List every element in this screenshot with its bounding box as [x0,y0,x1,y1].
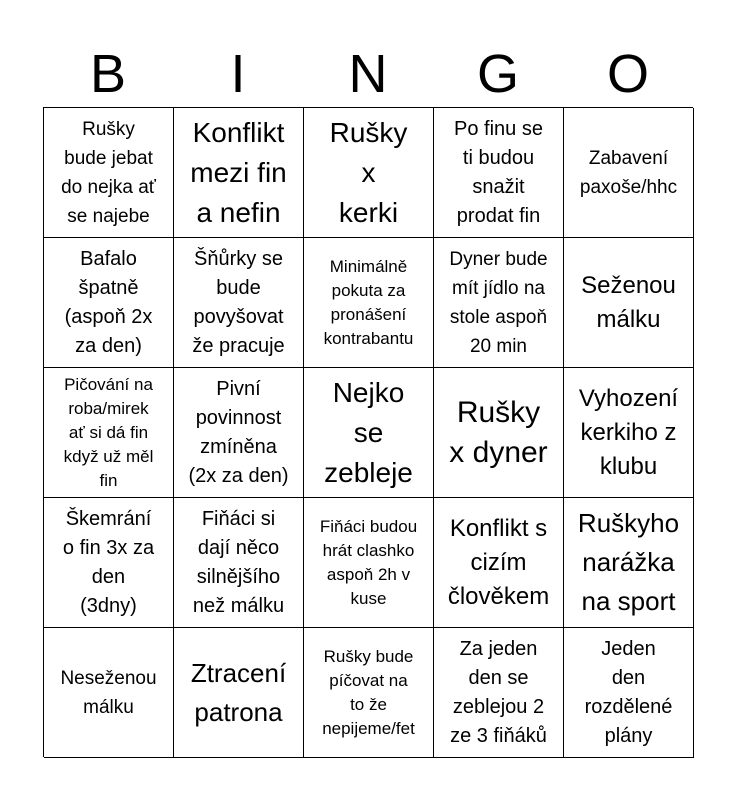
bingo-card-grid [43,107,693,757]
bingo-cell-text: Ztracení patrona [190,657,287,727]
bingo-cell[interactable] [174,108,304,238]
bingo-cell[interactable] [174,498,304,628]
bingo-cell-text: Pičování na roba/mirek ať si dá fin když už měl fin [63,374,154,490]
bingo-cell-text: Konflikt mezi fin a nefin [190,116,287,228]
bingo-cell[interactable] [174,628,304,758]
bingo-cell-text: Fiňáci si dají něco silnějšího než málku [192,507,285,617]
bingo-cell[interactable] [174,368,304,498]
bingo-cell-text: Šňůrky se bude povyšovat že pracuje [192,247,285,357]
bingo-cell-text: Rušky bude jebat do nejka ať se najebe [61,118,156,227]
bingo-cell[interactable] [564,498,694,628]
bingo-cell-text: Ruškyho narážka na sport [577,508,680,616]
bingo-cell-text: Pivní povinnost zmíněna (2x za den) [188,377,289,487]
bingo-cell-text: Škemrání o fin 3x za den (3dny) [62,507,155,617]
bingo-cell-text: Fiňáci budou hrát clashko aspoň 2h v kuse [319,516,418,608]
bingo-cell[interactable] [304,498,434,628]
bingo-cell[interactable] [304,368,434,498]
bingo-cell[interactable] [44,368,174,498]
bingo-cell-text: Za jeden den se zeblejou 2 ze 3 fiňáků [450,637,547,747]
bingo-cell[interactable] [304,628,434,758]
bingo-cell[interactable] [434,628,564,758]
bingo-cell[interactable] [564,368,694,498]
bingo-cell[interactable] [44,108,174,238]
bingo-cell-text: Rušky bude píčovat na to že nepijeme/fet [322,646,415,738]
bingo-cell[interactable] [44,238,174,368]
bingo-cell-text: Minimálně pokuta za pronášení kontrabantu [323,256,414,348]
bingo-cell-text: Zabavení paxoše/hhc [579,147,678,198]
bingo-cell-text: Nejko se zebleje [324,376,413,488]
bingo-cell-text: Po finu se ti budou snažit prodat fin [454,117,543,227]
bingo-cell-text: Dyner bude mít jídlo na stole aspoň 20 min [449,248,548,357]
bingo-cell[interactable] [564,238,694,368]
bingo-cell[interactable] [434,368,564,498]
bingo-cell[interactable] [304,238,434,368]
bingo-cell[interactable] [174,238,304,368]
bingo-cell-text: Rušky x kerki [329,116,408,228]
bingo-cell-text: Jeden den rozdělené plány [584,637,673,747]
bingo-cell[interactable] [304,108,434,238]
bingo-cell-text: Rušky x dyner [449,395,548,469]
bingo-cell[interactable] [434,238,564,368]
header-letter-b: B [89,44,127,104]
bingo-cell-text: Konflikt s cizím člověkem [447,514,550,610]
bingo-cell[interactable] [44,498,174,628]
bingo-cell-text: Seženou málku [581,271,676,333]
header-letter-o: O [606,44,649,104]
header-letter-n: N [348,44,388,104]
bingo-cell-text: Vyhození kerkiho z klubu [578,384,679,480]
bingo-cell[interactable] [564,108,694,238]
bingo-cell[interactable] [564,628,694,758]
bingo-header [43,42,693,106]
header-letter-g: G [476,44,519,104]
bingo-cell[interactable] [434,108,564,238]
bingo-cell[interactable] [44,628,174,758]
bingo-cell-text: Neseženou málku [60,667,157,718]
bingo-cell-text: Bafalo špatně (aspoň 2x za den) [64,247,153,357]
bingo-cell[interactable] [434,498,564,628]
header-letter-i: I [230,44,246,104]
